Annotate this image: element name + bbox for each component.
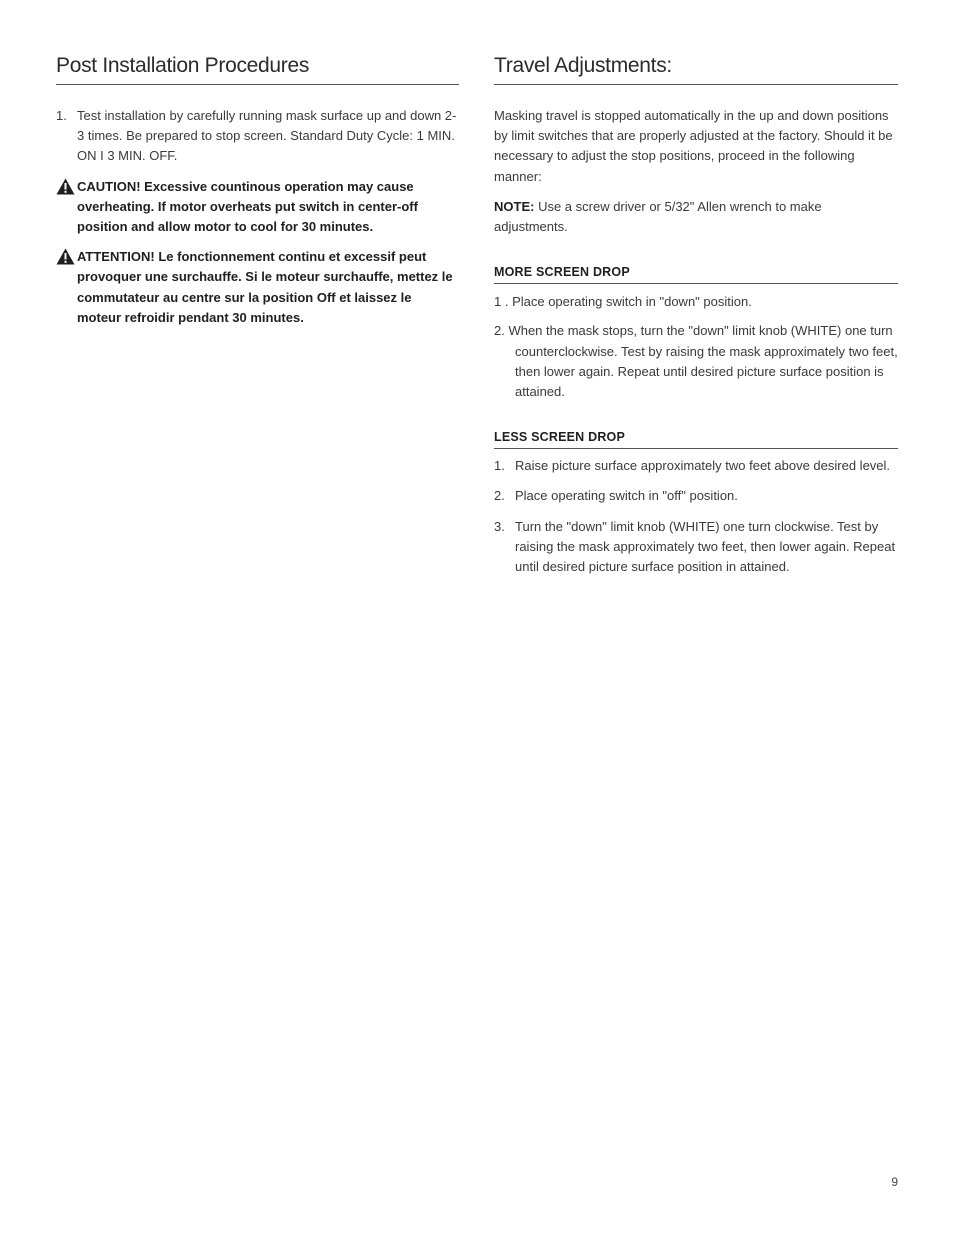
less-screen-drop-list bbox=[494, 456, 898, 577]
list-item bbox=[494, 517, 898, 578]
list-item bbox=[56, 106, 459, 167]
left-column bbox=[56, 52, 459, 328]
step-number: 1. bbox=[56, 108, 67, 123]
attention-text: ATTENTION! Le fonctionnement continu et excessif peut provoquer une surchauffe. Si le moteur surchauffe, mettez le commutateur au centre sur la position Off et laissez le moteur refroidir pendant 30 minutes. bbox=[77, 249, 453, 325]
step-text: Raise picture surface approximately two feet above desired level. bbox=[515, 458, 891, 474]
page-number: 9 bbox=[891, 1175, 898, 1189]
warning-triangle-icon bbox=[56, 177, 77, 238]
step-number: 1. bbox=[494, 458, 505, 474]
note-label: NOTE: bbox=[494, 198, 535, 214]
list-item: 2. When the mask stops, turn the "down" limit knob (WHITE) one turn counterclockwise. Test by raising the mask approximately two feet, then lower again. Repeat until desired picture surface position is attained. bbox=[494, 323, 898, 400]
caution-text: CAUTION! Excessive countinous operation may cause overheating. If motor overheats put switch in center-off position and allow motor to cool for 30 minutes. bbox=[77, 178, 418, 235]
less-screen-drop-heading: LESS SCREEN DROP bbox=[494, 428, 898, 449]
step-text: Place operating switch in "off" position. bbox=[515, 488, 738, 504]
note-text: Use a screw driver or 5/32" Allen wrench to make adjustments. bbox=[494, 198, 822, 235]
caution-warning bbox=[56, 177, 459, 238]
note-paragraph bbox=[494, 197, 898, 237]
more-screen-drop-heading: MORE SCREEN DROP bbox=[494, 263, 898, 284]
post-installation-title: Post Installation Procedures bbox=[56, 52, 459, 85]
list-item bbox=[494, 486, 898, 506]
more-screen-drop-list bbox=[494, 292, 898, 402]
attention-warning bbox=[56, 247, 459, 328]
step-number: 3. bbox=[494, 518, 505, 534]
step-text: Turn the "down" limit knob (WHITE) one turn clockwise. Test by raising the mask approximately two feet, then lower again. Repeat until desired picture surface position in attained. bbox=[515, 518, 896, 575]
list-item: 1 . Place operating switch in "down" position. bbox=[494, 294, 752, 310]
step-number: 2. bbox=[494, 488, 505, 504]
post-installation-steps bbox=[56, 106, 459, 167]
right-column bbox=[494, 52, 898, 577]
intro-paragraph: Masking travel is stopped automatically in the up and down positions by limit switches that are properly adjusted at the factory. Should it be necessary to adjust the stop positions, proceed in the following manner: bbox=[494, 108, 893, 184]
warning-triangle-icon bbox=[56, 247, 77, 328]
travel-adjustments-title: Travel Adjustments: bbox=[494, 52, 898, 85]
list-item bbox=[494, 456, 898, 476]
step-text: Test installation by carefully running mask surface up and down 2-3 times. Be prepared to stop screen. Standard Duty Cycle: 1 MIN. ON I 3 MIN. OFF. bbox=[77, 108, 457, 164]
